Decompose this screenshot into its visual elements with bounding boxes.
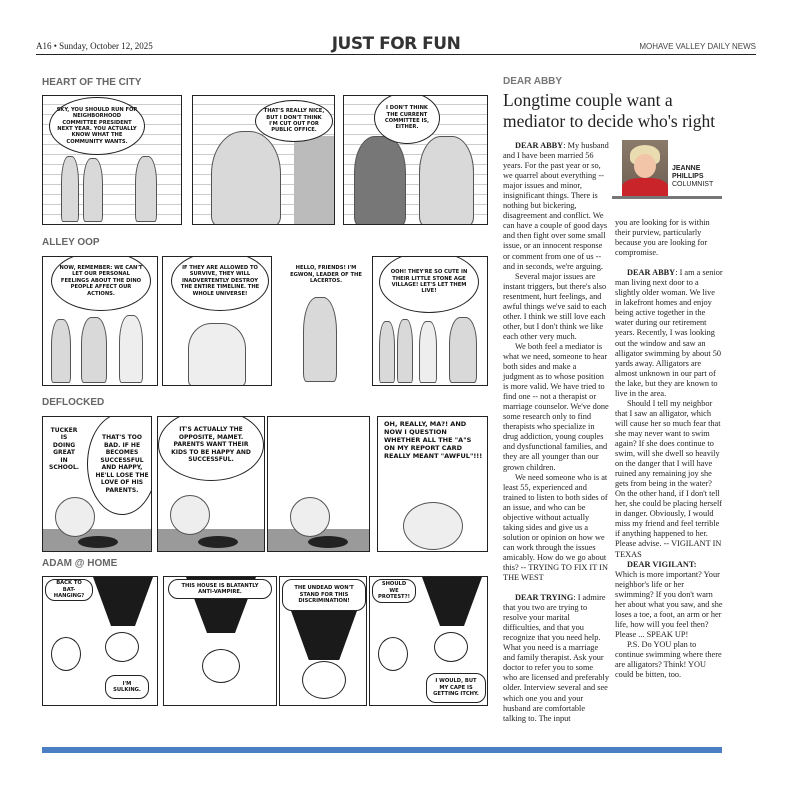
- comic-panel: [192, 95, 335, 225]
- dinosaur-character: [449, 317, 477, 383]
- columnist-role: COLUMNIST: [672, 181, 714, 188]
- paragraph: [615, 268, 723, 399]
- paragraph-text: : I am a senior man living next door to a slightly older woman. We live in lakefront homes and enjoy being active together in the water during our retirement years. Recently, I was looking out the window and saw an alligator swimming by about 50 yards away. Alligators are almost unknown in our part of the lake, but they are known to live in the area.: [615, 268, 723, 398]
- paragraph: Several major issues are instant triggers, but there's also resentment, hurt feelings, and awful things we've said to each other. I think we still love each other, but I don't think we like each other very much.: [503, 271, 607, 341]
- salutation: DEAR TRYING: [515, 593, 574, 603]
- paragraph-text: : My husband and I have been married 56 years. For the past year or so, we quarrel about everything -- major issues and minor, insignificant things. There is nothing but bickering, disagreement and conflict. We can have a couple of good days and then fight over some small issue, or an innocent response or comment from one of us -- and in seconds, we're arguing.: [503, 141, 609, 271]
- character-figure: [211, 131, 281, 225]
- photo-rule: [612, 196, 722, 199]
- comic-panel: [157, 416, 265, 552]
- character-figure: [419, 136, 474, 225]
- columnist-last-name: PHILLIPS: [672, 173, 704, 180]
- comic-panel: [377, 416, 488, 552]
- comic-panel: [280, 256, 370, 386]
- sheep-character: [290, 497, 330, 537]
- salutation: DEAR ABBY: [627, 268, 676, 278]
- paragraph: [615, 560, 723, 570]
- character-figure: [61, 156, 79, 222]
- speech-bubble: THE UNDEAD WON'T STAND FOR THIS DISCRIMINATION!: [282, 579, 366, 611]
- vampire-head: [105, 632, 139, 662]
- comic-panel: [162, 256, 272, 386]
- article-column-1: [503, 141, 609, 724]
- speech-text: OH, REALLY, MA?! AND NOW I QUESTION WHETHER ALL THE "A"S ON MY REPORT CARD REALLY MEANT "AWFUL"!!!: [384, 420, 483, 460]
- speech-bubble: IF THEY ARE ALLOWED TO SURVIVE, THEY WILL INADVERTENTLY DESTROY THE ENTIRE TIMELINE. THE WHOLE UNIVERSE!: [171, 256, 269, 311]
- comic-panel: [42, 576, 158, 706]
- character-figure: [135, 156, 157, 222]
- comic-panel: [163, 576, 277, 706]
- character-figure: [119, 315, 143, 383]
- character-figure: [188, 323, 246, 386]
- character-figure: [81, 317, 107, 383]
- footer-accent-bar: [42, 747, 722, 753]
- paragraph: We need someone who is at least 55, experienced and trained to listen to both sides of an issue, and who can be objective without actually taking sides and give us a solution or opinion on how we can work through the issues amicably. How do we go about this? -- TRYING TO FIX IT IN THE WEST: [503, 472, 608, 583]
- comic-panel: [42, 256, 158, 386]
- dinosaur-character: [303, 297, 337, 382]
- speech-text: TUCKER IS DOING GREAT IN SCHOOL.: [49, 426, 80, 471]
- speech-text: HELLO, FRIENDS! I'M EGWON, LEADER OF THE LACERTOS.: [290, 265, 362, 285]
- sheep-character: [170, 495, 210, 535]
- article-column-2: [615, 218, 723, 680]
- comic-panel: [42, 416, 152, 552]
- salutation: DEAR VIGILANT:: [627, 559, 697, 569]
- paragraph: P.S. Do YOU plan to continue swimming where there are alligators? Think! YOU could be bitten, too.: [615, 639, 722, 680]
- character-figure: [354, 136, 406, 225]
- speech-bubble: THAT'S TOO BAD. IF HE BECOMES SUCCESSFUL AND HAPPY, HE'LL LOSE THE LOVE OF HIS PARENTS.: [87, 416, 152, 515]
- comic-panel: [267, 416, 370, 552]
- header-rule: [36, 54, 756, 55]
- comic-title-deflocked: DEFLOCKED: [42, 397, 105, 408]
- paragraph: Which is more important? Your neighbor's life or her swimming? If you don't warn her about what you saw, and she loses a toe, a foot, an arm or her life, how will you feel then? Please ... SPEAK UP!: [615, 569, 723, 639]
- comic-panel: [372, 256, 488, 386]
- columnist-first-name: JEANNE: [672, 165, 701, 172]
- paragraph: Should I tell my neighbor that I saw an alligator, which will cause her so much fear that she may never want to swim again? If she does continue to swim, will she dwell so heavily on the danger that I will have ruined any remaining joy she gets from being in the water? On the other hand, if I don't tell her, she could be placing herself in danger. Obviously, I would miss my friend and feel terrible if anything happened to her. Please advise. -- VIGILANT IN TEXAS: [615, 398, 723, 559]
- character-figure: [83, 158, 103, 222]
- sheep-character: [55, 497, 95, 537]
- vampire-head: [434, 632, 468, 662]
- newspaper-name: MOHAVE VALLEY DAILY NEWS: [639, 42, 756, 51]
- girl-head: [51, 637, 81, 671]
- girl-head: [378, 637, 408, 671]
- comic-panel: [369, 576, 488, 706]
- comic-panel: [42, 95, 182, 225]
- speech-bubble: I'M SULKING.: [105, 675, 149, 699]
- columnist-byline: [672, 165, 713, 189]
- speech-bubble: SHOULD WE PROTEST?!: [372, 579, 416, 603]
- character-figure: [379, 321, 395, 383]
- paragraph-text: : I admire that you two are trying to resolve your marital difficulties, and that you recognize that you need help. What you need is a marriage and family therapist. Ask your doctor to refer you to some who are licensed and preferably older. Interview several and see which one you and your husband are comfortable talking to. The input: [503, 593, 609, 723]
- column-kicker: DEAR ABBY: [503, 76, 563, 87]
- speech-bubble: THAT'S REALLY NICE, BUT I DON'T THINK I'M CUT OUT FOR PUBLIC OFFICE.: [255, 100, 333, 142]
- section-title: JUST FOR FUN: [331, 34, 461, 54]
- speech-bubble: SKY, YOU SHOULD RUN FOR NEIGHBORHOOD COMMITTEE PRESIDENT NEXT YEAR. YOU ACTUALLY KNOW WHAT THE COMMUNITY WANTS.: [49, 97, 145, 155]
- character-figure: [51, 319, 71, 383]
- speech-bubble: OOH! THEY'RE SO CUTE IN THEIR LITTLE STONE AGE VILLAGE! LET'S LET THEM LIVE!: [379, 256, 479, 313]
- comic-title-adam-at-home: ADAM @ HOME: [42, 558, 118, 569]
- comic-title-alley-oop: ALLEY OOP: [42, 237, 100, 248]
- comic-title-heart-of-the-city: HEART OF THE CITY: [42, 77, 142, 88]
- article-headline: Longtime couple want a mediator to decide who's right: [503, 90, 716, 131]
- sheep-character: [403, 502, 463, 550]
- paragraph: you are looking for is within their purview, particularly because you are looking for compromise.: [615, 218, 710, 258]
- character-figure: [419, 321, 437, 383]
- vampire-head: [202, 649, 240, 683]
- speech-bubble: BACK TO BAT-HANGING?: [45, 579, 93, 601]
- door: [294, 136, 334, 225]
- paragraph: We both feel a mediator is what we need, someone to hear both sides and make a judgment as to whose position is more valid. We have tried to find one -- not a therapist or marriage counselor. We've done some research only to find therapists who specialize in drug addiction, young couples and dysfunctional families, and they are all younger than our grown children.: [503, 341, 609, 472]
- speech-bubble: IT'S ACTUALLY THE OPPOSITE, MAMET. PARENTS WANT THEIR KIDS TO BE HAPPY AND SUCCESSFUL.: [158, 416, 264, 481]
- speech-bubble: I WOULD, BUT MY CAPE IS GETTING ITCHY.: [426, 673, 486, 703]
- page-dateline: A16 • Sunday, October 12, 2025: [36, 41, 153, 51]
- vampire-head: [302, 661, 346, 699]
- columnist-photo: [622, 140, 668, 198]
- comic-panel: [343, 95, 488, 225]
- character-figure: [397, 319, 413, 383]
- salutation: DEAR ABBY: [515, 141, 564, 150]
- paragraph: [503, 141, 609, 272]
- paragraph: [503, 593, 609, 724]
- speech-bubble: THIS HOUSE IS BLATANTLY ANTI-VAMPIRE.: [168, 579, 272, 599]
- speech-bubble: NOW, REMEMBER: WE CAN'T LET OUR PERSONAL FEELINGS ABOUT THE DINO PEOPLE AFFECT OUR ACTIONS.: [51, 256, 151, 311]
- comic-panel: [279, 576, 367, 706]
- speech-bubble: I DON'T THINK THE CURRENT COMMITTEE IS, EITHER.: [374, 95, 440, 144]
